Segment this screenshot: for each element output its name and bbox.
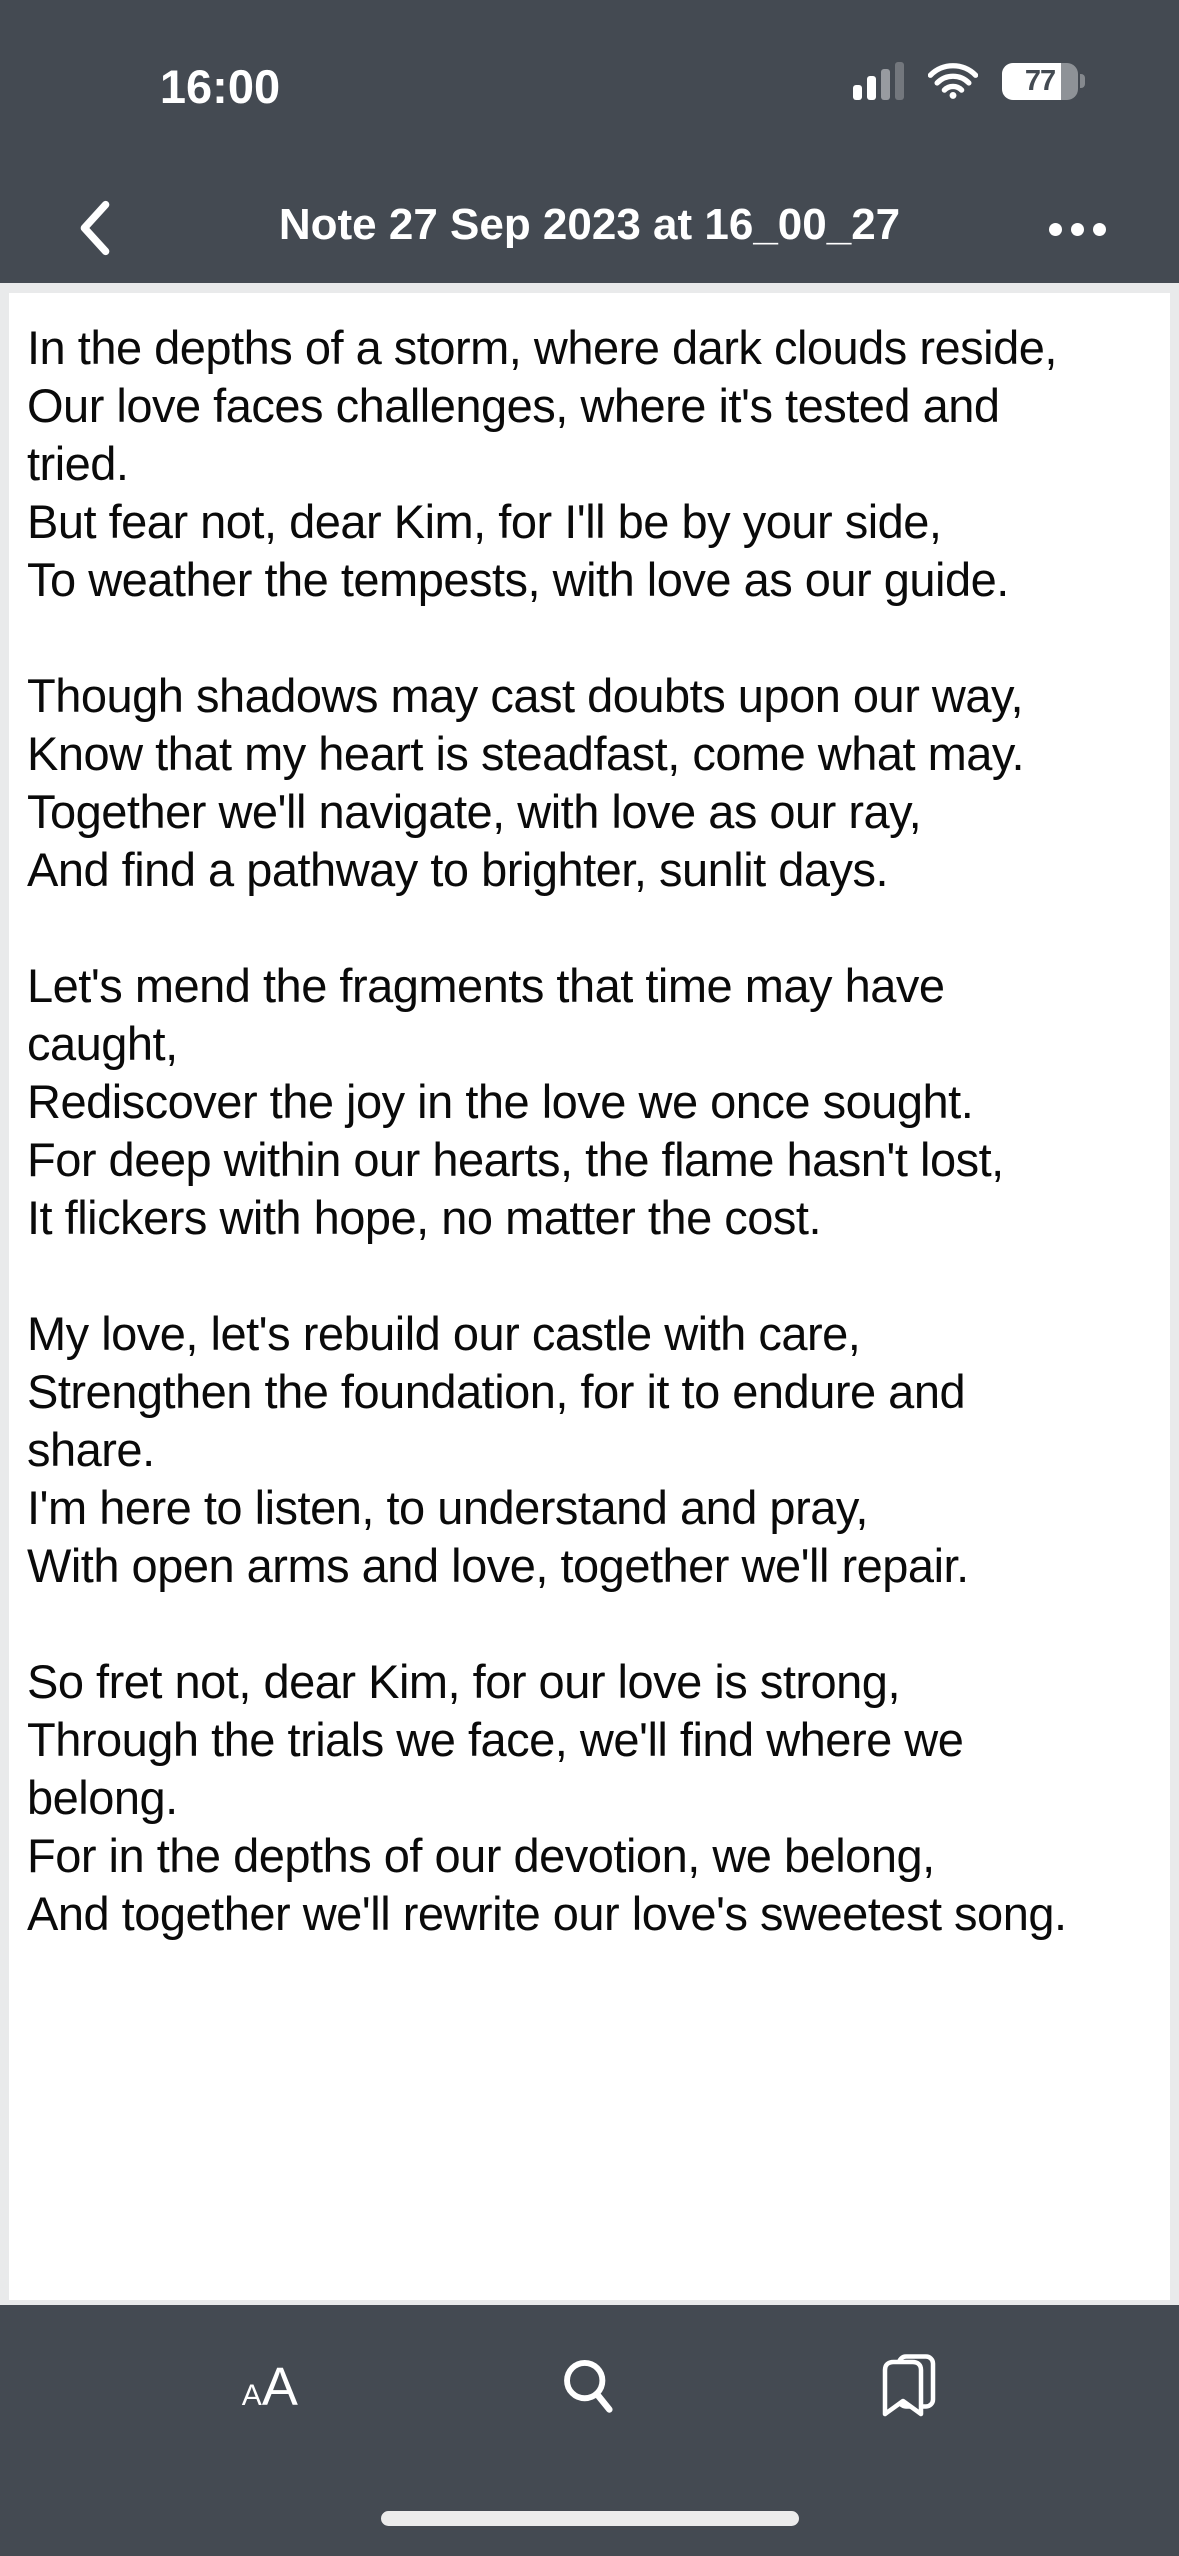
poem-stanza [27, 1653, 1164, 1943]
poem-line: And find a pathway to brighter, sunlit days. [27, 843, 889, 896]
more-button[interactable] [1037, 207, 1117, 251]
poem-line: Through the trials we face, we'll find where we [27, 1713, 964, 1766]
poem-line: Though shadows may cast doubts upon our way, [27, 669, 1024, 722]
poem-line: To weather the tempests, with love as our guide. [27, 553, 1009, 606]
status-icons [853, 62, 1085, 100]
poem-line: caught, [27, 1017, 178, 1070]
ellipsis-icon [1049, 223, 1106, 236]
poem-line: For in the depths of our devotion, we belong, [27, 1829, 935, 1882]
status-time: 16:00 [159, 60, 281, 113]
poem-line: Strengthen the foundation, for it to endure and [27, 1365, 966, 1418]
note-title: Note 27 Sep 2023 at 16_00_27 [278, 200, 901, 249]
poem-stanza [27, 1305, 1164, 1595]
battery-icon [1002, 63, 1085, 100]
poem-line: With open arms and love, together we'll repair. [27, 1539, 969, 1592]
poem-stanza [27, 957, 1164, 1247]
note-page [9, 293, 1170, 2300]
battery-percent: 77 [1024, 64, 1056, 97]
text-size-icon: A A [241, 2357, 298, 2417]
poem-line: Let's mend the fragments that time may have [27, 959, 945, 1012]
text-size-button[interactable] [230, 2351, 310, 2423]
toolbar-row [0, 2351, 1179, 2423]
search-button[interactable] [549, 2351, 629, 2423]
poem-line: share. [27, 1423, 155, 1476]
poem-line: In the depths of a storm, where dark clouds reside, [27, 321, 1057, 374]
note-scroll-area[interactable] [0, 283, 1179, 2305]
header [0, 0, 1179, 283]
bookmarks-button[interactable] [869, 2351, 949, 2423]
battery-nub [1080, 74, 1085, 88]
poem-line: Rediscover the joy in the love we once sought. [27, 1075, 974, 1128]
poem-line: My love, let's rebuild our castle with care, [27, 1307, 861, 1360]
poem-stanza [27, 319, 1164, 609]
poem-line: Know that my heart is steadfast, come what may. [27, 727, 1025, 780]
poem-line: belong. [27, 1771, 178, 1824]
bottom-toolbar [0, 2305, 1179, 2556]
poem-stanza [27, 667, 1164, 899]
poem-line: tried. [27, 437, 129, 490]
home-indicator[interactable] [381, 2511, 799, 2526]
poem-line: And together we'll rewrite our love's sweetest song. [27, 1887, 1067, 1940]
poem-line: It flickers with hope, no matter the cost. [27, 1191, 822, 1244]
poem-line: Together we'll navigate, with love as our ray, [27, 785, 922, 838]
poem-line: So fret not, dear Kim, for our love is strong, [27, 1655, 901, 1708]
poem-line: I'm here to listen, to understand and pray, [27, 1481, 868, 1534]
bookmarks-icon [877, 2354, 941, 2420]
wifi-icon [928, 62, 978, 100]
search-icon [560, 2357, 618, 2417]
poem-line: For deep within our hearts, the flame hasn't lost, [27, 1133, 1004, 1186]
poem-line: Our love faces challenges, where it's tested and [27, 379, 1000, 432]
cellular-signal-icon [853, 62, 904, 100]
poem-line: But fear not, dear Kim, for I'll be by your side, [27, 495, 942, 548]
nav-bar [0, 185, 1179, 283]
